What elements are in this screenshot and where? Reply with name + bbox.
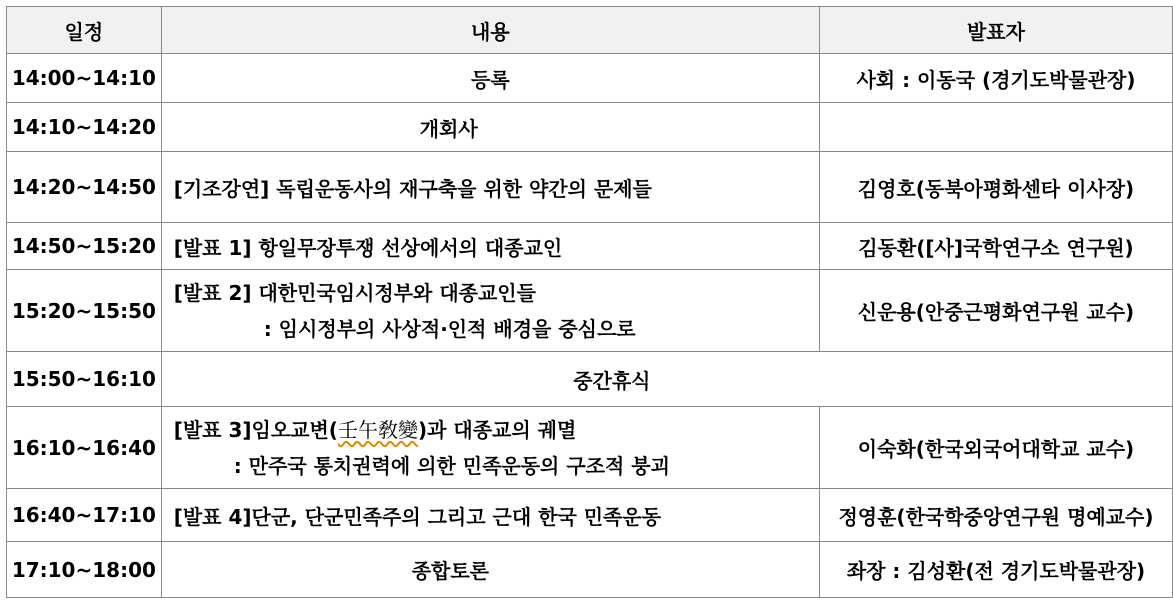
content-cell: [발표 1] 항일무장투쟁 선상에서의 대종교인 (161, 223, 819, 270)
time-cell: 15:50~16:10 (7, 352, 162, 407)
table-row (7, 542, 1173, 598)
content-cell (161, 407, 819, 489)
speaker-cell: 신운용(안중근평화연구원 교수) (819, 270, 1172, 352)
speaker-cell: 좌장 : 김성환(전 경기도박물관장) (819, 542, 1172, 598)
table-row (7, 352, 1173, 407)
speaker-cell: 김영호(동북아평화센타 이사장) (819, 152, 1172, 223)
content-line-1-a: [발표 3]임오교변( (173, 417, 338, 442)
content-cell: [발표 4]단군, 단군민족주의 그리고 근대 한국 민족운동 (161, 489, 819, 542)
speaker-text: 사회 : 이동국 (경기도박물관장) (856, 67, 1136, 92)
schedule-table (6, 6, 1173, 598)
content-cell: 종합토론 (161, 542, 819, 598)
time-cell: 17:10~18:00 (7, 542, 162, 598)
content-cell (161, 270, 819, 352)
table-row (7, 152, 1173, 223)
time-cell: 14:10~14:20 (7, 103, 162, 152)
header-date: 일정 (7, 7, 162, 54)
time-cell: 14:20~14:50 (7, 152, 162, 223)
header-speaker: 발표자 (819, 7, 1172, 54)
speaker-cell (819, 103, 1172, 152)
content-cell: 개회사 (161, 103, 819, 152)
time-cell: 14:50~15:20 (7, 223, 162, 270)
content-line-1 (174, 412, 819, 448)
header-row (7, 7, 1173, 54)
time-cell: 16:40~17:10 (7, 489, 162, 542)
table-row (7, 54, 1173, 103)
time-cell: 16:10~16:40 (7, 407, 162, 489)
table-row (7, 407, 1173, 489)
content-cell: [기조강연] 독립운동사의 재구축을 위한 약간의 문제들 (161, 152, 819, 223)
speaker-cell (819, 54, 1172, 103)
table-row (7, 270, 1173, 352)
break-cell: 중간휴식 (161, 352, 1172, 407)
table-row (7, 223, 1173, 270)
time-cell: 14:00~14:10 (7, 54, 162, 103)
speaker-cell: 김동환([사]국학연구소 연구원) (819, 223, 1172, 270)
speaker-cell: 정영훈(한국학중앙연구원 명예교수) (819, 489, 1172, 542)
time-cell: 15:20~15:50 (7, 270, 162, 352)
content-line-2: : 임시정부의 사상적·인적 배경을 중심으로 (263, 316, 636, 341)
table-row (7, 103, 1173, 152)
speaker-cell: 이숙화(한국외국어대학교 교수) (819, 407, 1172, 489)
header-content: 내용 (161, 7, 819, 54)
content-cell: 등록 (161, 54, 819, 103)
content-line-1-b: )과 대종교의 궤멸 (417, 417, 577, 442)
hanja-text: 壬午敎變 (337, 417, 418, 442)
content-line-1: [발표 2] 대한민국임시정부와 대종교인들 (173, 280, 536, 305)
table-row (7, 489, 1173, 542)
content-line-2: : 만주국 통치권력에 의한 민족운동의 구조적 붕괴 (233, 453, 670, 478)
